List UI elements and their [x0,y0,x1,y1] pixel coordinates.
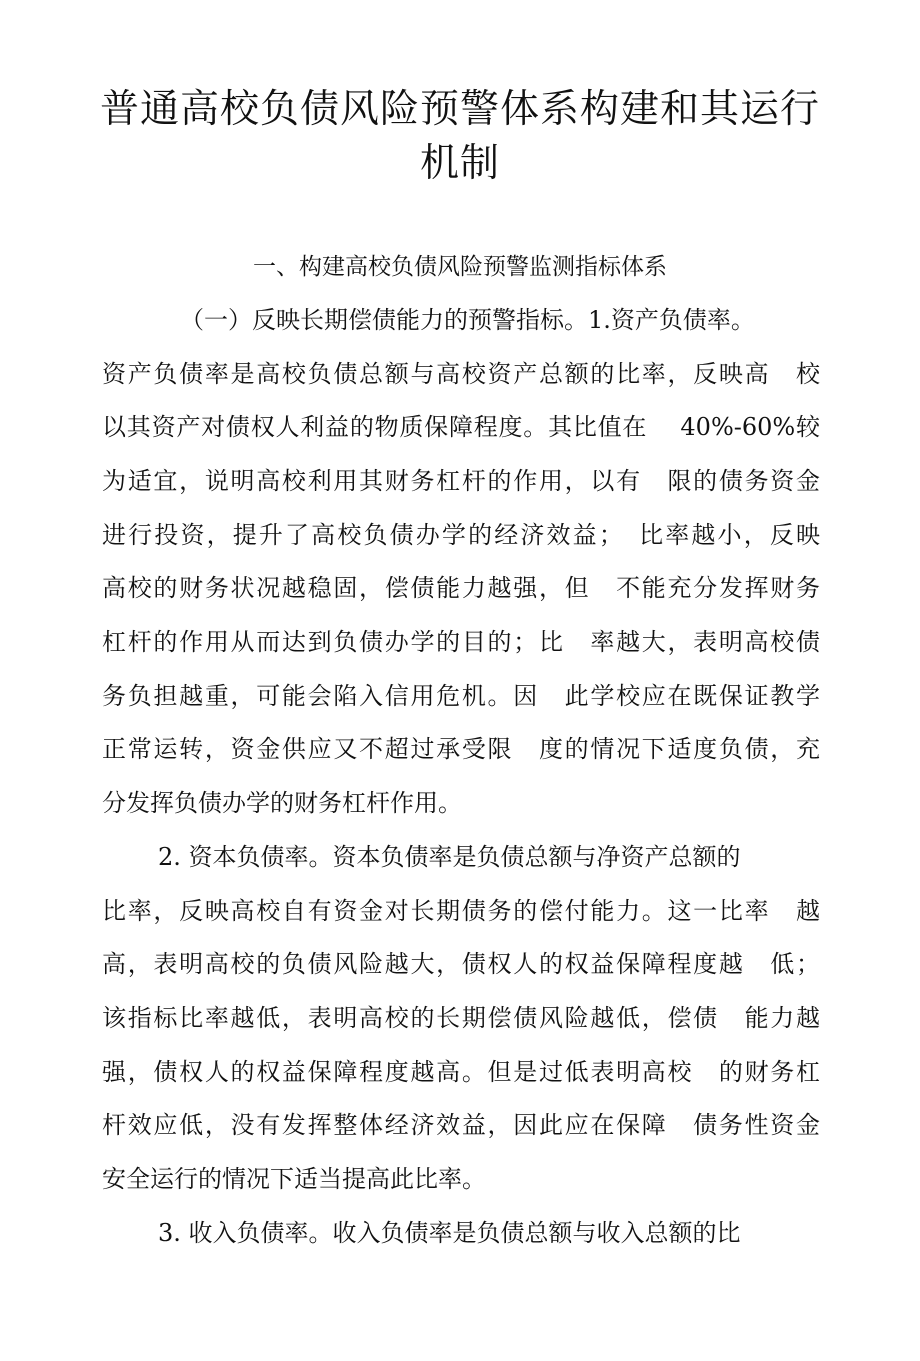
paragraph-line: 杆效应低，没有发挥整体经济效益，因此应在保障 债务性资金 [102,1111,820,1139]
paragraph-line: 务负担越重，可能会陷入信用危机。因 此学校应在既保证教学 [102,682,820,710]
paragraph-line: 比率，反映高校自有资金对长期债务的偿付能力。这一比率 越 [102,897,820,925]
paragraph-line: 资产负债率是高校负债总额与高校资产总额的比率，反映高 校 [102,360,820,388]
paragraph-line: 杠杆的作用从而达到负债办学的目的；比 率越大，表明高校债 [102,628,820,656]
paragraph-line: 该指标比率越低，表明高校的长期偿债风险越低，偿债 能力越 [102,1004,820,1032]
paragraph-line: 进行投资，提升了高校负债办学的经济效益； 比率越小，反映 [102,521,820,549]
paragraph-line: 高校的财务状况越稳固，偿债能力越强，但 不能充分发挥财务 [102,574,820,602]
paragraph-line: 分发挥负债办学的财务杠杆作用。 [102,789,462,817]
paragraph-line: 正常运转，资金供应又不超过承受限 度的情况下适度负债，充 [102,735,820,763]
paragraph-line: （一）反映长期偿债能力的预警指标。1.资产负债率。 [180,306,755,334]
paragraph-line: 3. 收入负债率。收入负债率是负债总额与收入总额的比 [158,1219,741,1247]
paragraph-line: 高，表明高校的负债风险越大，债权人的权益保障程度越 低； [102,950,820,978]
paragraph-line: 以其资产对债权人利益的物质保障程度。其比值在 40%-60%较 [102,413,820,441]
document-title-line-2: 机制 [419,141,500,186]
paragraph-line: 强，债权人的权益保障程度越高。但是过低表明高校 的财务杠 [102,1058,820,1086]
section-heading: 一、构建高校负债风险预警监测指标体系 [253,254,667,280]
paragraph-line: 为适宜，说明高校利用其财务杠杆的作用，以有 限的债务资金 [102,467,820,495]
paragraph-line: 2. 资本负债率。资本负债率是负债总额与净资产总额的 [158,843,741,871]
document-title-line-1: 普通高校负债风险预警体系构建和其运行 [100,87,821,132]
paragraph-line: 安全运行的情况下适当提高此比率。 [102,1165,486,1193]
